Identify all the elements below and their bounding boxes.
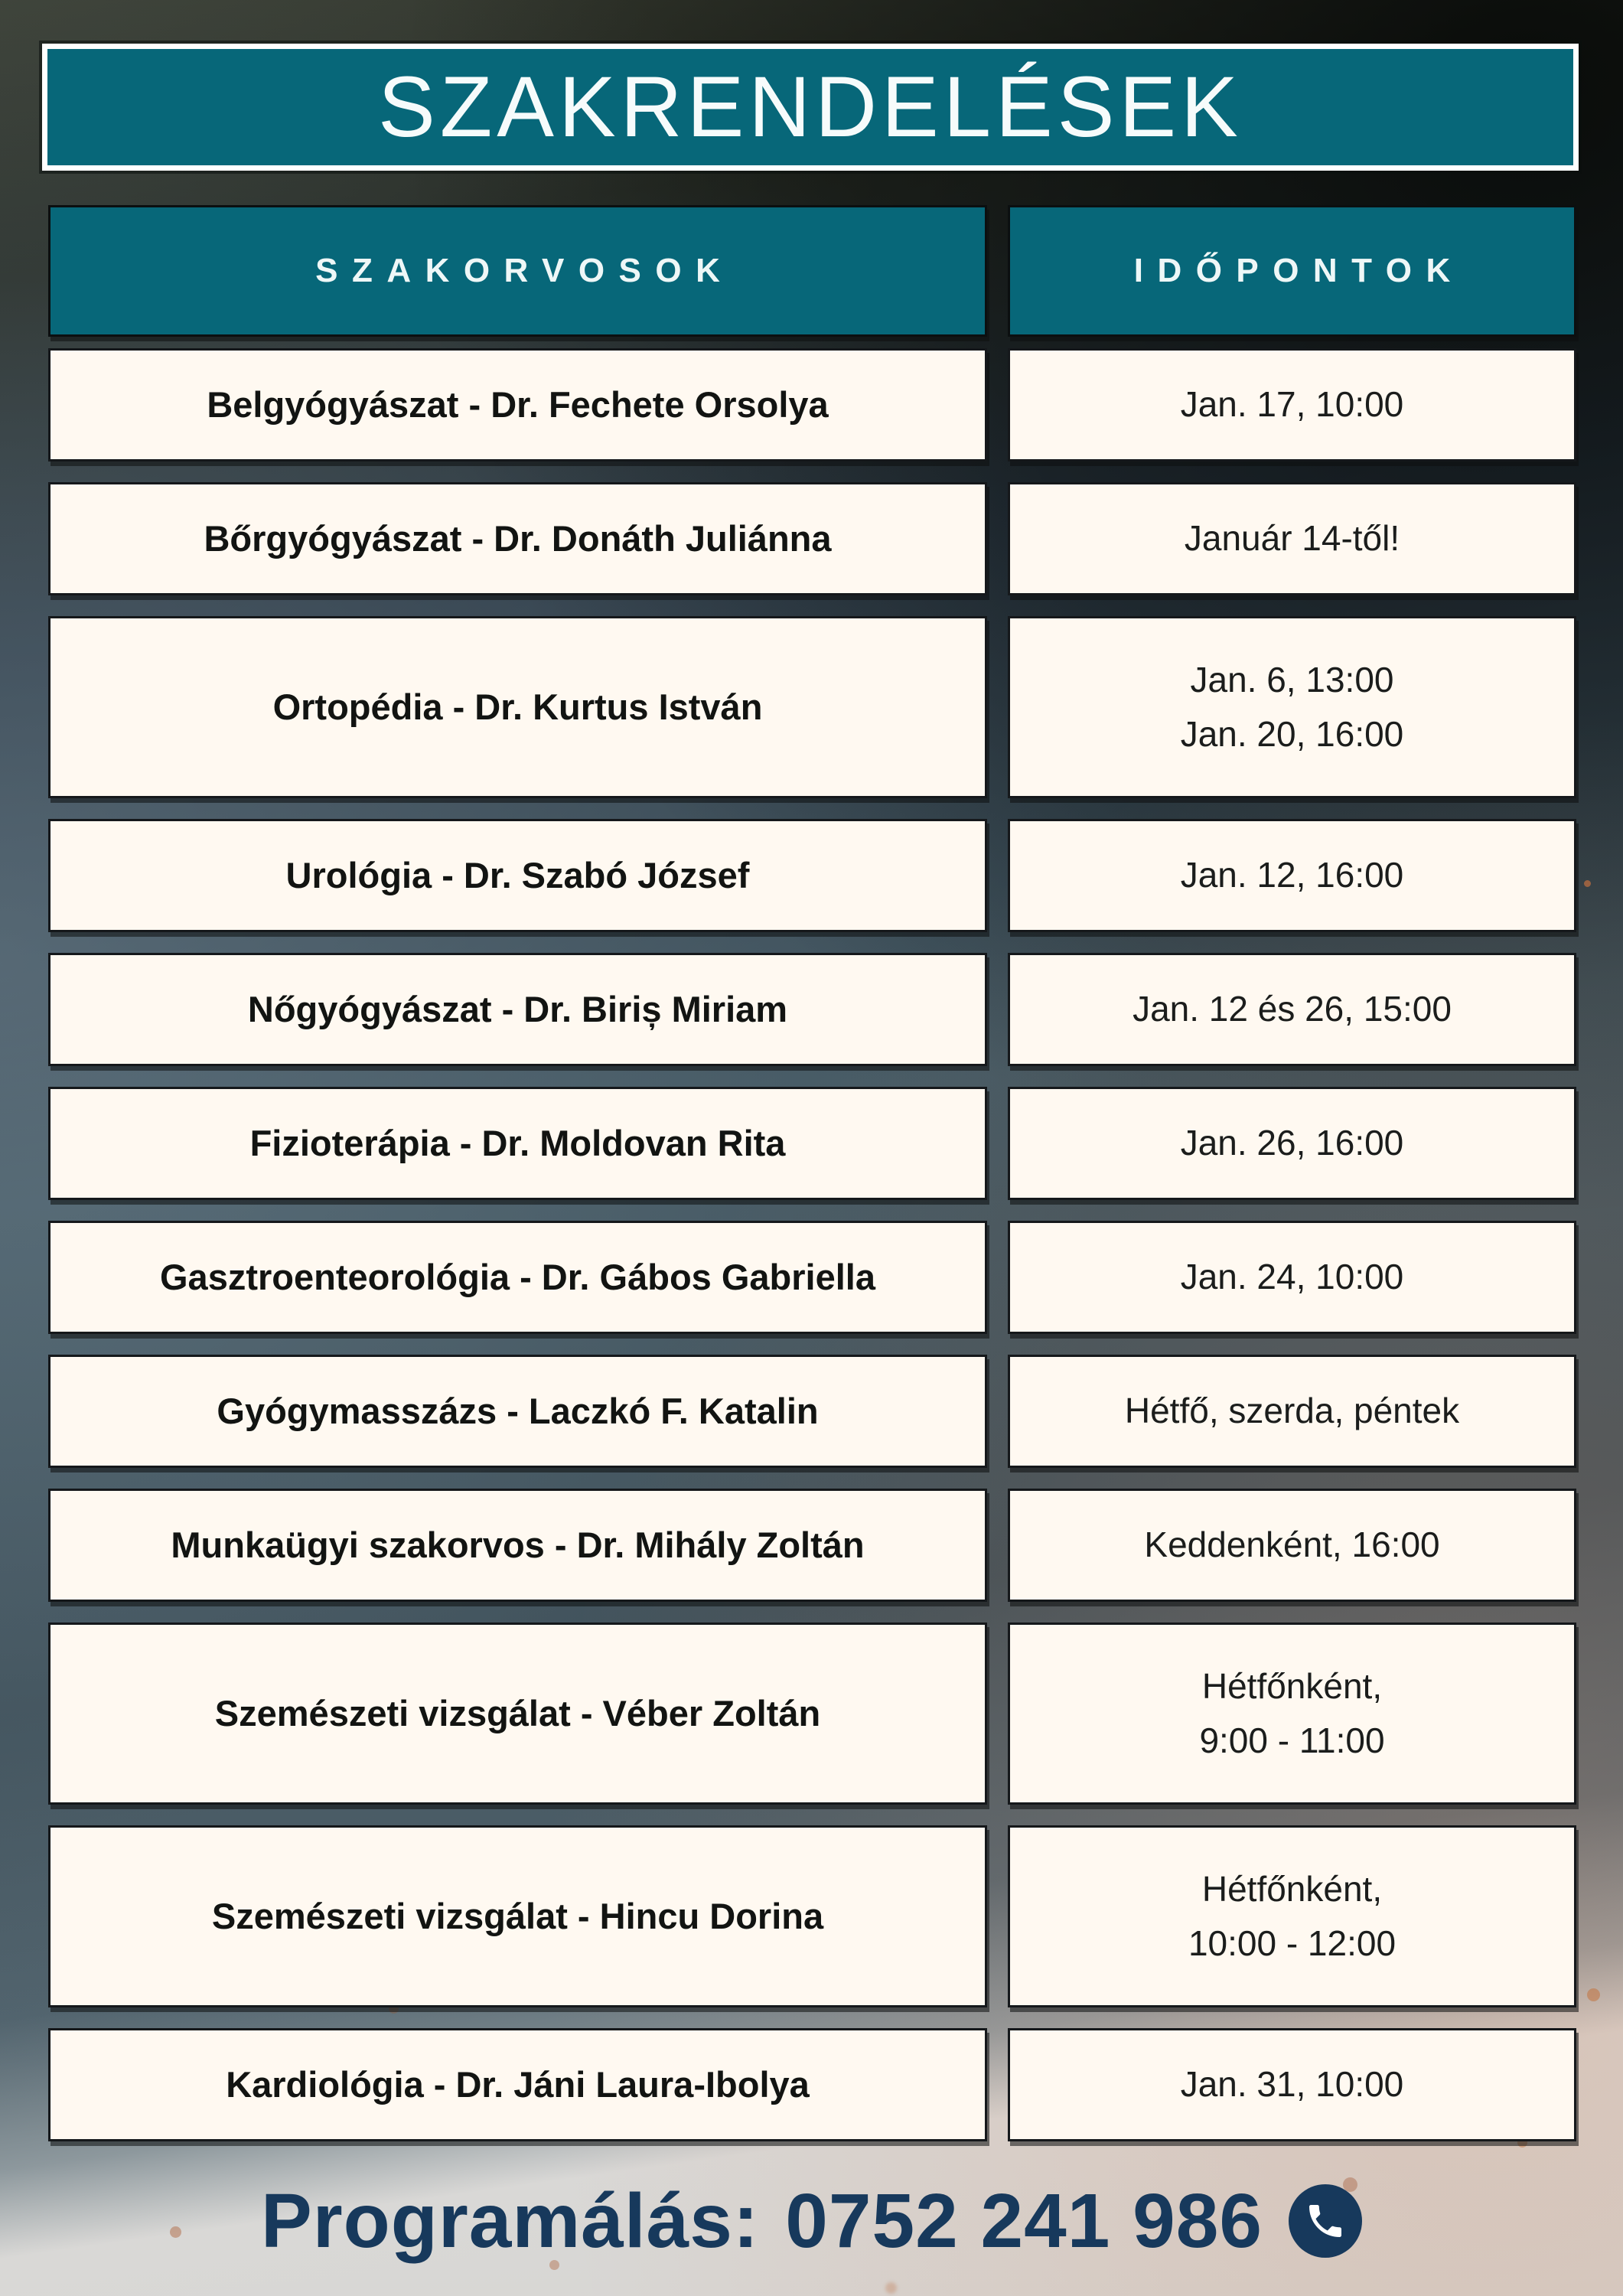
table-row [48, 1087, 1576, 1200]
appointment-cell [1008, 1221, 1576, 1334]
header-specialists [48, 205, 987, 337]
header-appointments [1008, 205, 1576, 337]
table-row [48, 953, 1576, 1066]
specialist-cell [48, 616, 987, 798]
appointment-cell [1008, 1087, 1576, 1200]
table-row [48, 348, 1576, 461]
specialist-name: Gyógymasszázs - Laczkó F. Katalin [217, 1390, 819, 1431]
appointment-time: 9:00 - 11:00 [1199, 1720, 1385, 1760]
appointment-time: Keddenként, 16:00 [1144, 1525, 1440, 1565]
specialist-cell [48, 2028, 987, 2141]
appointment-cell [1008, 482, 1576, 595]
appointment-time: Jan. 20, 16:00 [1180, 714, 1404, 754]
specialist-name: Bőrgyógyászat - Dr. Donáth Juliánna [204, 517, 832, 559]
appointment-time: Jan. 24, 10:00 [1180, 1257, 1404, 1297]
specialist-name: Szemészeti vizsgálat - Véber Zoltán [214, 1692, 821, 1733]
specialist-name: Nőgyógyászat - Dr. Biriș Miriam [247, 988, 788, 1029]
appointment-time: 10:00 - 12:00 [1188, 1923, 1396, 1963]
booking-footer [0, 2167, 1623, 2275]
appointment-cell [1008, 1623, 1576, 1805]
title-banner [42, 44, 1579, 171]
table-row [48, 1355, 1576, 1468]
specialist-cell [48, 953, 987, 1066]
background-speckles [1584, 880, 1591, 887]
table-header-row [48, 205, 1576, 337]
specialist-name: Munkaügyi szakorvos - Dr. Mihály Zoltán [171, 1524, 865, 1565]
appointment-time: Jan. 31, 10:00 [1180, 2064, 1404, 2105]
table-row [48, 2028, 1576, 2141]
table-row [48, 482, 1576, 595]
specialist-name: Fizioterápia - Dr. Moldovan Rita [249, 1122, 786, 1163]
booking-phone-number: 0752 241 986 [785, 2178, 1263, 2264]
appointment-time: Jan. 12 és 26, 15:00 [1133, 989, 1452, 1029]
appointment-time: Hétfőnként, [1201, 1868, 1383, 1909]
specialist-cell [48, 1087, 987, 1200]
appointment-time: Jan. 12, 16:00 [1180, 855, 1404, 895]
appointment-cell [1008, 616, 1576, 798]
specialist-name: Ortopédia - Dr. Kurtus István [272, 686, 763, 727]
specialist-cell [48, 1221, 987, 1334]
specialist-name: Gasztroenteorológia - Dr. Gábos Gabriella [160, 1256, 875, 1297]
appointment-cell [1008, 348, 1576, 461]
header-appointments-label: IDŐPONTOK [1133, 252, 1465, 289]
specialist-name: Belgyógyászat - Dr. Fechete Orsolya [207, 383, 829, 425]
appointment-cell [1008, 1825, 1576, 2007]
specialist-cell [48, 819, 987, 932]
schedule-table [48, 205, 1576, 2141]
specialist-name: Kardiológia - Dr. Jáni Laura-Ibolya [226, 2063, 810, 2105]
table-row [48, 616, 1576, 798]
specialist-cell [48, 1623, 987, 1805]
table-row [48, 1825, 1576, 2007]
appointment-cell [1008, 953, 1576, 1066]
appointment-time: Hétfő, szerda, péntek [1124, 1391, 1460, 1431]
table-row [48, 1623, 1576, 1805]
specialist-name: Urológia - Dr. Szabó József [285, 854, 750, 895]
table-row [48, 1489, 1576, 1602]
table-row [48, 1221, 1576, 1334]
page-title: SZAKRENDELÉSEK [378, 59, 1243, 155]
appointment-time: Jan. 26, 16:00 [1180, 1123, 1404, 1163]
appointment-cell [1008, 1489, 1576, 1602]
appointment-time: Hétfőnként, [1201, 1665, 1383, 1706]
appointment-time: Január 14-től! [1184, 518, 1400, 559]
specialist-cell [48, 482, 987, 595]
booking-label: Programálás: [261, 2178, 760, 2264]
appointment-cell [1008, 2028, 1576, 2141]
specialist-name: Szemészeti vizsgálat - Hincu Dorina [211, 1895, 824, 1936]
specialist-cell [48, 1355, 987, 1468]
header-specialists-label: SZAKORVOSOK [315, 252, 735, 289]
specialist-cell [48, 1825, 987, 2007]
table-row [48, 819, 1576, 932]
phone-icon [1289, 2184, 1362, 2258]
appointment-cell [1008, 819, 1576, 932]
appointment-time: Jan. 17, 10:00 [1180, 384, 1404, 425]
specialist-cell [48, 1489, 987, 1602]
appointment-time: Jan. 6, 13:00 [1190, 659, 1394, 700]
appointment-cell [1008, 1355, 1576, 1468]
specialist-cell [48, 348, 987, 461]
